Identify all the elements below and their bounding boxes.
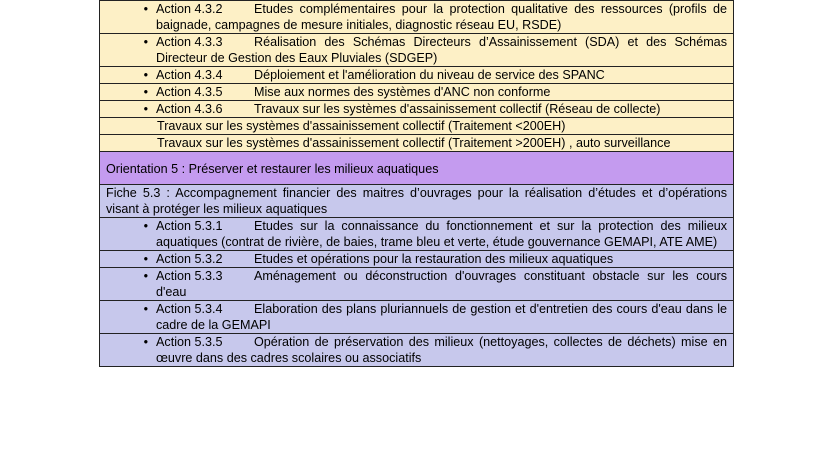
bullet-icon: •	[143, 335, 148, 349]
action-row	[100, 67, 734, 84]
action-code: Action 4.3.6	[156, 102, 223, 116]
bullet-icon: •	[143, 302, 148, 316]
orientation-title: Orientation 5 : Préserver et restaurer les milieux aquatiques	[106, 162, 439, 176]
action-code: Action 5.3.4	[156, 302, 223, 316]
action-text: Opération de préservation des milieux (nettoyages, collectes de déchets) mise en œuvre dans des cadres scolaires ou associatifs	[156, 335, 727, 365]
action-text: Aménagement ou déconstruction d'ouvrages constituant obstacle sur les cours d'eau	[156, 269, 727, 299]
document-table	[99, 0, 734, 367]
action-code: Action 4.3.3	[156, 35, 223, 49]
bullet-icon: •	[143, 35, 148, 49]
action-text: Etudes complémentaires pour la protection qualitative des ressources (profils de baignade, campagnes de mesure initiales, diagnostic réseau EU, RSDE)	[156, 2, 727, 32]
action-code: Action 4.3.4	[156, 68, 223, 82]
sub-text: Travaux sur les systèmes d'assainissement collectif (Traitement <200EH)	[157, 119, 566, 133]
action-text: Elaboration des plans pluriannuels de gestion et d'entretien des cours d'eau dans le cadre de la GEMAPI	[156, 302, 727, 332]
action-text: Etudes et opérations pour la restauration des milieux aquatiques	[254, 252, 614, 266]
action-text: Mise aux normes des systèmes d'ANC non conforme	[254, 85, 551, 99]
action-text: Travaux sur les systèmes d'assainissement collectif (Réseau de collecte)	[254, 102, 661, 116]
bullet-icon: •	[143, 269, 148, 283]
bullet-icon: •	[143, 68, 148, 82]
action-row	[100, 334, 734, 367]
fiche-row	[100, 185, 734, 218]
action-text: Réalisation des Schémas Directeurs d’Assainissement (SDA) et des Schémas Directeur de Gestion des Eaux Pluviales (SDGEP)	[156, 35, 727, 65]
action-row	[100, 101, 734, 118]
action-row	[100, 218, 734, 251]
action-code: Action 4.3.5	[156, 85, 223, 99]
action-text: Etudes sur la connaissance du fonctionnement et sur la protection des milieux aquatiques (contrat de rivière, de baies, trame bleu et verte, étude gouvernance GEMAPI, ATE AME)	[156, 219, 727, 249]
fiche-title: Fiche 5.3 : Accompagnement financier des maitres d’ouvrages pour la réalisation d’études et d’opérations visant à protéger les milieux aquatiques	[106, 186, 727, 216]
action-code: Action 5.3.3	[156, 269, 223, 283]
action-row	[100, 268, 734, 301]
bullet-icon: •	[143, 2, 148, 16]
action-code: Action 5.3.2	[156, 252, 223, 266]
orientation-row	[100, 152, 734, 185]
sub-row	[100, 118, 734, 135]
bullet-icon: •	[143, 252, 148, 266]
bullet-icon: •	[143, 85, 148, 99]
action-row	[100, 34, 734, 67]
action-text: Déploiement et l'amélioration du niveau de service des SPANC	[254, 68, 605, 82]
action-code: Action 5.3.1	[156, 219, 223, 233]
action-code: Action 5.3.5	[156, 335, 223, 349]
action-row	[100, 1, 734, 34]
bullet-icon: •	[143, 219, 148, 233]
action-row	[100, 84, 734, 101]
action-code: Action 4.3.2	[156, 2, 223, 16]
action-row	[100, 251, 734, 268]
bullet-icon: •	[143, 102, 148, 116]
sub-row	[100, 135, 734, 152]
action-row	[100, 301, 734, 334]
sub-text: Travaux sur les systèmes d'assainissement collectif (Traitement >200EH) , auto surveillance	[157, 136, 671, 150]
